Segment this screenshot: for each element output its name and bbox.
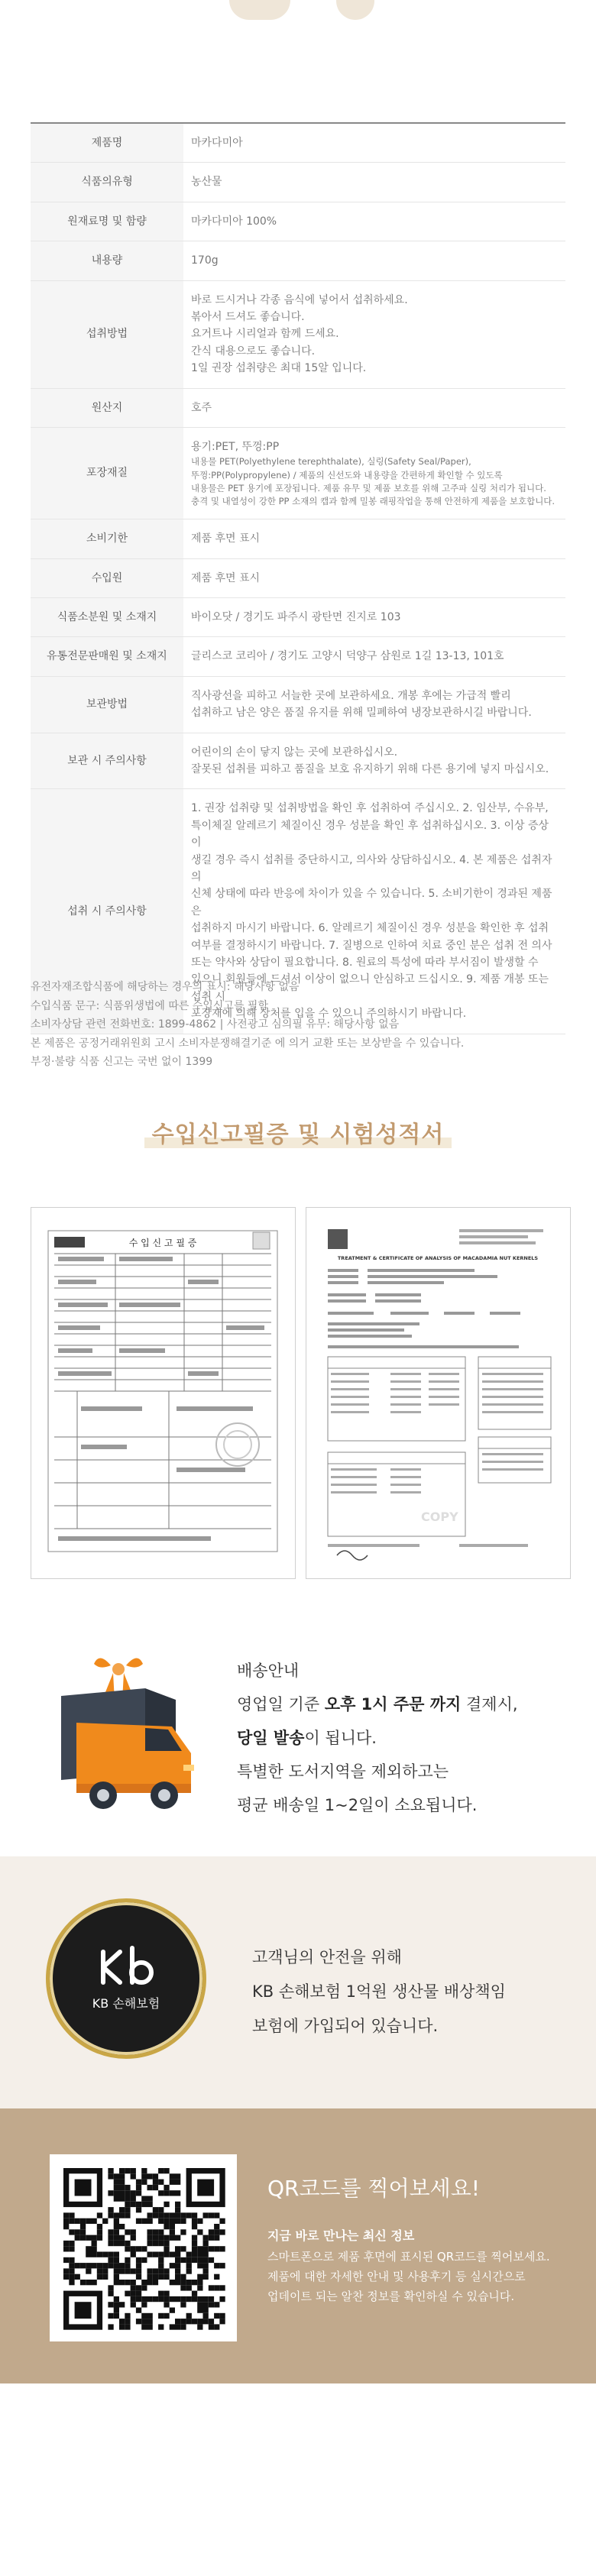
- spec-value-line: 포장재에 의해 상처를 입을 수 있으니 주의하시기 바랍니다.: [191, 1008, 467, 1021]
- spec-row: [31, 676, 565, 733]
- legal-notes: [31, 978, 565, 1072]
- spec-key: 보관 시 주의사항: [31, 733, 183, 789]
- spec-key: 유통전문판매원 및 소재지: [31, 637, 183, 676]
- spec-key: 내용량: [31, 241, 183, 280]
- spec-value: [183, 519, 565, 558]
- spec-value-line: 생길 경우 즉시 섭취를 중단하시고, 의사와 상담하십시오. 4. 본 제품은 섭취자의: [191, 853, 552, 883]
- spec-row: [31, 388, 565, 427]
- qr-desc-line: 스마트폰으로 제품 후면에 표시된 QR코드를 찍어보세요.: [267, 2250, 550, 2264]
- spec-row: [31, 241, 565, 280]
- insurance-line-1: 고객님의 안전을 위해: [252, 1948, 402, 1966]
- spec-value-line: 1. 권장 섭취량 및 섭취방법을 확인 후 섭취하여 주십시오. 2. 임산부, 수유부,: [191, 802, 549, 815]
- spec-value-line: 어린이의 손이 닿지 않는 곳에 보관하십시오.: [191, 746, 398, 759]
- spec-value-small-line: 뚜껑:PP(Polypropylene) / 제품의 신선도와 내용량을 간편하게 확인할 수 있도록: [191, 469, 503, 481]
- spec-row: [31, 280, 565, 388]
- spec-value-line: 직사광선을 피하고 서늘한 곳에 보관하세요. 개봉 후에는 가급적 빨리: [191, 689, 511, 702]
- qr-text: [267, 2173, 573, 2306]
- spec-value-line: 용기:PET, 뚜껑:PP: [191, 440, 280, 453]
- delivery-line-4: 특별한 도서지역을 제외하고는: [237, 1762, 449, 1781]
- spec-value-line: 제품 후면 표시: [191, 532, 261, 545]
- spec-value-line: 1일 권장 섭취량은 최대 15알 입니다.: [191, 362, 367, 375]
- spec-row: [31, 427, 565, 519]
- delivery-emphasis: 오후 1시 주문 까지: [324, 1695, 462, 1714]
- spec-value-line: 농산물: [191, 176, 222, 189]
- spec-value-line: 섭취하지 마시기 바랍니다. 6. 알레르기 체질이신 경우 성분을 확인한 후 섭취: [191, 922, 549, 935]
- delivery-text: 이 됩니다.: [304, 1729, 377, 1747]
- spec-value-small-line: 내용물은 PET 용기에 포장됩니다. 제품 유무 및 제품 보호를 위해 고주파 실링 처리가 됩니다.: [191, 482, 546, 494]
- delivery-line-3: [237, 1721, 573, 1755]
- spec-value-line: 마카다미아 100%: [191, 215, 277, 228]
- spec-value-line: 특이체질 알레르기 체질이신 경우 성분을 확인 후 섭취하십시오. 3. 이상 증상이: [191, 819, 549, 849]
- spec-row: [31, 202, 565, 241]
- cert1-title: 수 입 신 고 필 증: [128, 1238, 197, 1248]
- spec-value: [183, 241, 565, 280]
- qr-heading: QR코드를 찍어보세요!: [267, 2176, 481, 2201]
- spec-value: [183, 598, 565, 637]
- spec-key: 소비기한: [31, 519, 183, 558]
- spec-value: [183, 388, 565, 427]
- spec-value-small-line: 내용물 PET(Polyethylene terephthalate), 실링(Safety Seal/Paper),: [191, 456, 471, 468]
- spec-value-line: 바로 드시거나 각종 음식에 넣어서 섭취하세요.: [191, 293, 408, 306]
- delivery-info: [237, 1654, 573, 1822]
- kb-logo-icon: [50, 1902, 202, 2055]
- legal-note: 소비자상담 관련 전화번호: 1899-4862 | 사전광고 심의필 유무: 해당사항 없음: [31, 1018, 400, 1031]
- cert-section-title: 수입신고필증 및 시험성적서: [0, 1115, 596, 1149]
- spec-value-line: 있으니 회원들에 드셔서 이상이 없으니 안심하고 드십시오. 9. 제품 개봉 또는 섭취 시: [191, 973, 549, 1003]
- spec-value-line: 볶아서 드셔도 좋습니다.: [191, 310, 305, 323]
- spec-value: [183, 123, 565, 163]
- product-image-fragment: [229, 0, 290, 20]
- spec-value-line: 섭취하고 남은 양은 품질 유지를 위해 밀폐하여 냉장보관하시길 바랍니다.: [191, 707, 532, 720]
- spec-row: [31, 123, 565, 163]
- spec-row: [31, 163, 565, 202]
- spec-value-line: 여부를 결정하시기 바랍니다. 7. 질병으로 인하여 치료 중인 분은 섭취 전 의사: [191, 939, 552, 952]
- spec-value: [183, 676, 565, 733]
- test-report-doc: [306, 1208, 570, 1578]
- kb-logo-text: KB 손해보험: [92, 1996, 160, 2011]
- spec-value: [183, 733, 565, 789]
- spec-value: [183, 427, 565, 519]
- spec-value-line: 글리스코 코리아 / 경기도 고양시 덕양구 삼원로 1길 13-13, 101호: [191, 650, 504, 663]
- delivery-truck-illustration: [31, 1627, 206, 1818]
- spec-value: [183, 637, 565, 676]
- qr-desc-line: 제품에 대한 자세한 안내 및 사용후기 등 실시간으로: [267, 2270, 526, 2283]
- delivery-text: 영업일 기준: [237, 1695, 325, 1714]
- delivery-line-5: 평균 배송일 1~2일이 소요됩니다.: [237, 1796, 478, 1814]
- delivery-text: 결제시,: [461, 1695, 518, 1714]
- spec-key: 보관방법: [31, 676, 183, 733]
- spec-value: [183, 202, 565, 241]
- spec-value-line: 간식 대용으로도 좋습니다.: [191, 345, 316, 358]
- spec-value-line: 마카다미아: [191, 137, 243, 149]
- qr-code-icon: [50, 2154, 237, 2341]
- spec-key: 원산지: [31, 388, 183, 427]
- product-spec-table: [31, 122, 565, 1034]
- delivery-line-2: [237, 1688, 573, 1721]
- spec-key: 수입원: [31, 558, 183, 597]
- spec-value-line: 신체 상태에 따라 반응에 차이가 있을 수 있습니다. 5. 소비기한이 경과된 제품은: [191, 888, 552, 917]
- spec-value: [183, 280, 565, 388]
- spec-key: 식품의유형: [31, 163, 183, 202]
- insurance-text: [252, 1940, 573, 2044]
- spec-value-line: 제품 후면 표시: [191, 571, 261, 584]
- spec-key: 제품명: [31, 123, 183, 163]
- spec-row: [31, 519, 565, 558]
- qr-code[interactable]: [50, 2154, 237, 2341]
- legal-note: 유전자재조합식품에 해당하는 경우의 표시: 해당사항 없음: [31, 981, 300, 993]
- test-report-image: [306, 1207, 571, 1579]
- cert2-copy-stamp: COPY: [421, 1510, 458, 1524]
- delivery-emphasis: 당일 발송: [237, 1729, 305, 1747]
- spec-key: 원재료명 및 함량: [31, 202, 183, 241]
- spec-value: [183, 558, 565, 597]
- qr-subheading: 지금 바로 만나는 최신 정보: [267, 2228, 415, 2243]
- delivery-heading: 배송안내: [237, 1662, 300, 1680]
- qr-desc-line: 업데이트 되는 알찬 정보를 확인하실 수 있습니다.: [267, 2290, 515, 2303]
- legal-note: 본 제품은 공정거래위원회 고시 소비자분쟁해결기준 에 의거 교환 또는 보상받을 수 있습니다.: [31, 1037, 465, 1050]
- legal-note: 부정·불량 식품 신고는 국번 없이 1399: [31, 1056, 213, 1068]
- spec-key: 섭취방법: [31, 280, 183, 388]
- spec-value: [183, 163, 565, 202]
- spec-row: [31, 733, 565, 789]
- spec-value-small-line: 충격 및 내열성이 강한 PP 소재의 캡과 함께 밀봉 래핑작업을 통해 안전하게 제품을 보호합니다.: [191, 496, 556, 507]
- truck-icon: [31, 1627, 206, 1818]
- insurance-line-2: KB 손해보험 1억원 생산물 배상책임: [252, 1982, 506, 2001]
- spec-value-line: 또는 약사와 상담이 필요합니다. 8. 원료의 특성에 따라 부서짐이 발생할 수: [191, 956, 539, 969]
- spec-row: [31, 598, 565, 637]
- kb-insurance-badge: [46, 1898, 206, 2059]
- spec-key: 포장재질: [31, 427, 183, 519]
- spec-value-line: 바이오닷 / 경기도 파주시 광탄면 진지로 103: [191, 611, 401, 624]
- legal-note: 수입식품 문구: 식품위생법에 따른 수입신고를 필함: [31, 999, 268, 1012]
- cert2-title: TREATMENT & CERTIFICATE OF ANALYSIS OF MACADAMIA NUT KERNELS: [337, 1255, 539, 1261]
- import-certificate-doc: [31, 1208, 295, 1578]
- spec-row: [31, 637, 565, 676]
- spec-key: 식품소분원 및 소재지: [31, 598, 183, 637]
- spec-value-line: 170g: [191, 254, 219, 267]
- product-image-fragment: [336, 0, 374, 20]
- spec-value-line: 요거트나 시리얼과 함께 드세요.: [191, 328, 339, 341]
- import-certificate-image: [31, 1207, 296, 1579]
- spec-key: 섭취 시 주의사항: [31, 789, 183, 1034]
- spec-row: [31, 558, 565, 597]
- spec-value-line: 호주: [191, 401, 212, 414]
- insurance-line-3: 보험에 가입되어 있습니다.: [252, 2017, 439, 2035]
- spec-value-line: 잘못된 섭취를 피하고 품질을 보호 유지하기 위해 다른 용기에 넣지 마십시오.: [191, 763, 549, 776]
